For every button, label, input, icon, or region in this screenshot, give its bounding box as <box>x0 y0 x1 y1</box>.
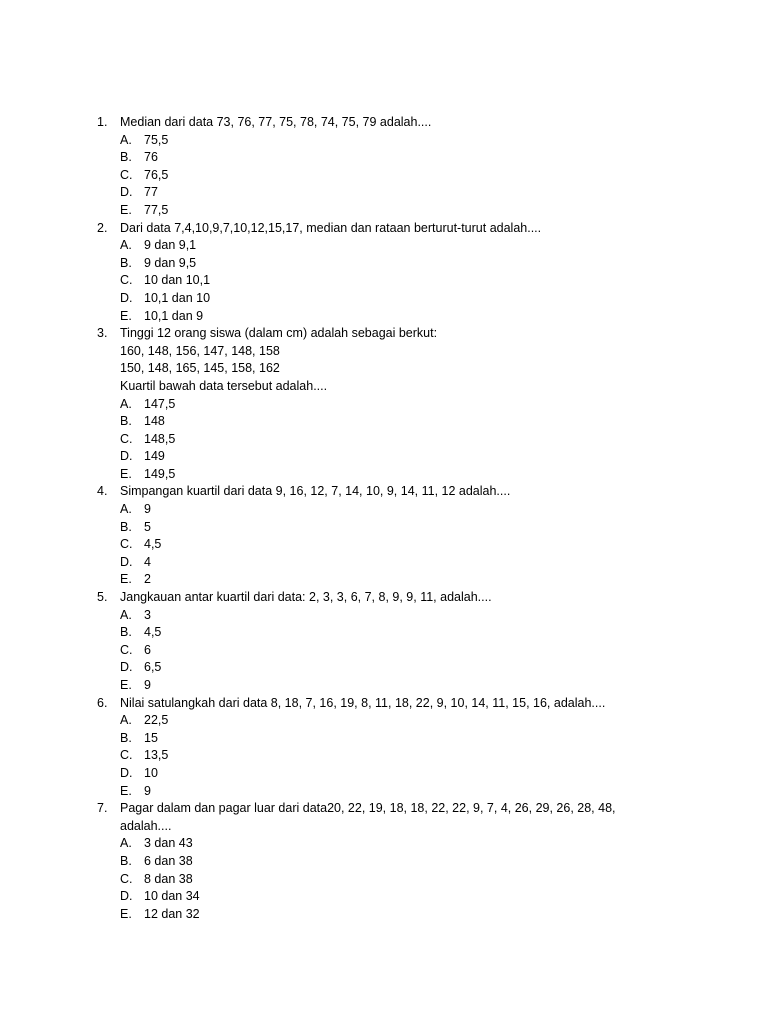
answer-option <box>97 237 657 255</box>
option-text: 10,1 dan 10 <box>144 290 211 305</box>
option-letter: A. <box>120 607 132 622</box>
answer-option <box>97 888 657 906</box>
option-text: 10,1 dan 9 <box>144 308 204 323</box>
question-continuation-line <box>97 818 657 836</box>
option-letter: C. <box>120 871 133 886</box>
answer-option <box>97 853 657 871</box>
answer-option <box>97 466 657 484</box>
option-letter: C. <box>120 537 133 552</box>
option-text: 147,5 <box>144 396 176 411</box>
option-letter: D. <box>120 660 133 675</box>
option-text: 8 dan 38 <box>144 871 193 886</box>
option-letter: D. <box>120 185 133 200</box>
option-text: 2 <box>144 572 151 587</box>
option-text: 10 <box>144 765 158 780</box>
option-letter: C. <box>120 642 133 657</box>
question-text: Median dari data 73, 76, 77, 75, 78, 74, 75, 79 adalah.... <box>120 115 432 129</box>
question-text: 160, 148, 156, 147, 148, 158 <box>120 343 280 358</box>
option-text: 149,5 <box>144 466 176 481</box>
option-letter: E. <box>120 202 132 217</box>
option-letter: A. <box>120 502 132 517</box>
option-letter: D. <box>120 554 133 569</box>
question-number: 7. <box>97 801 108 816</box>
option-text: 6,5 <box>144 660 162 675</box>
option-letter: D. <box>120 889 133 904</box>
option-text: 148 <box>144 414 165 429</box>
option-text: 9 dan 9,1 <box>144 238 197 253</box>
option-text: 76 <box>144 150 158 165</box>
answer-option <box>97 519 657 537</box>
question-text: Nilai satulangkah dari data 8, 18, 7, 16, 19, 8, 11, 18, 22, 9, 10, 14, 11, 15, 16, adalah.... <box>120 695 606 710</box>
option-letter: D. <box>120 449 133 464</box>
option-text: 76,5 <box>144 167 169 182</box>
option-letter: B. <box>120 150 132 165</box>
option-text: 12 dan 32 <box>144 906 200 921</box>
answer-option <box>97 272 657 290</box>
question-continuation-line <box>97 360 657 378</box>
answer-option <box>97 730 657 748</box>
question-text: Tinggi 12 orang siswa (dalam cm) adalah sebagai berkut: <box>120 326 438 341</box>
option-text: 9 <box>144 678 151 692</box>
option-text: 10 dan 10,1 <box>144 273 211 288</box>
question-number: 5. <box>97 590 108 605</box>
question-number: 4. <box>97 484 108 499</box>
option-text: 10 dan 34 <box>144 889 200 904</box>
question-line <box>97 325 657 343</box>
question-continuation-line <box>97 343 657 361</box>
answer-option <box>97 783 657 801</box>
option-letter: D. <box>120 290 133 305</box>
question-line <box>97 114 657 132</box>
option-letter: A. <box>120 238 132 253</box>
question-number: 2. <box>97 220 108 235</box>
option-letter: E. <box>120 783 132 798</box>
option-text: 75,5 <box>144 132 169 147</box>
answer-option <box>97 659 657 677</box>
answer-option <box>97 747 657 765</box>
answer-option <box>97 571 657 589</box>
option-letter: E. <box>120 466 132 481</box>
answer-option <box>97 255 657 273</box>
option-text: 9 dan 9,5 <box>144 255 197 270</box>
question-text: Pagar dalam dan pagar luar dari data20, 22, 19, 18, 18, 22, 22, 9, 7, 4, 26, 29, 26, 28, 48, <box>120 801 616 816</box>
answer-option <box>97 132 657 150</box>
option-text: 3 <box>144 607 151 622</box>
answer-option <box>97 624 657 642</box>
answer-option <box>97 413 657 431</box>
answer-option <box>97 448 657 466</box>
question-list <box>97 114 657 923</box>
option-letter: B. <box>120 625 132 640</box>
option-letter: C. <box>120 167 133 182</box>
option-text: 15 <box>144 730 158 745</box>
option-letter: A. <box>120 836 132 851</box>
question-text: Kuartil bawah data tersebut adalah.... <box>120 378 328 393</box>
answer-option <box>97 765 657 783</box>
option-text: 4,5 <box>144 625 162 640</box>
option-letter: B. <box>120 853 132 868</box>
question-text: 150, 148, 165, 145, 158, 162 <box>120 361 280 376</box>
question-number: 1. <box>97 115 108 129</box>
option-letter: E. <box>120 308 132 323</box>
option-letter: C. <box>120 431 133 446</box>
question-continuation-line <box>97 378 657 396</box>
option-letter: A. <box>120 132 132 147</box>
question-line <box>97 589 657 607</box>
option-text: 149 <box>144 449 165 464</box>
answer-option <box>97 642 657 660</box>
option-letter: D. <box>120 765 133 780</box>
answer-option <box>97 308 657 326</box>
answer-option <box>97 906 657 924</box>
question-text: Simpangan kuartil dari data 9, 16, 12, 7, 14, 10, 9, 14, 11, 12 adalah.... <box>120 484 511 499</box>
option-text: 4 <box>144 554 151 569</box>
answer-option <box>97 167 657 185</box>
answer-option <box>97 536 657 554</box>
option-letter: B. <box>120 519 132 534</box>
question-text: Jangkauan antar kuartil dari data: 2, 3, 3, 6, 7, 8, 9, 9, 11, adalah.... <box>120 590 492 605</box>
question-text: Dari data 7,4,10,9,7,10,12,15,17, median dan rataan berturut-turut adalah.... <box>120 220 542 235</box>
option-text: 22,5 <box>144 713 169 728</box>
option-letter: B. <box>120 730 132 745</box>
option-letter: A. <box>120 713 132 728</box>
question-line <box>97 800 657 818</box>
question-line <box>97 695 657 713</box>
question-line <box>97 220 657 238</box>
question-number: 6. <box>97 695 108 710</box>
answer-option <box>97 835 657 853</box>
option-letter: E. <box>120 678 132 692</box>
question-line <box>97 483 657 501</box>
question-number: 3. <box>97 326 108 341</box>
option-text: 77,5 <box>144 202 169 217</box>
option-letter: E. <box>120 906 132 921</box>
answer-option <box>97 607 657 625</box>
answer-option <box>97 501 657 519</box>
option-letter: A. <box>120 396 132 411</box>
answer-option <box>97 677 657 695</box>
answer-option <box>97 554 657 572</box>
option-text: 6 dan 38 <box>144 853 193 868</box>
answer-option <box>97 184 657 202</box>
option-text: 5 <box>144 519 151 534</box>
option-text: 6 <box>144 642 151 657</box>
answer-option <box>97 149 657 167</box>
option-text: 3 dan 43 <box>144 836 193 851</box>
answer-option <box>97 202 657 220</box>
answer-option <box>97 712 657 730</box>
option-text: 9 <box>144 783 151 798</box>
question-text: adalah.... <box>120 818 172 833</box>
option-letter: C. <box>120 273 133 288</box>
option-text: 77 <box>144 185 158 200</box>
option-letter: E. <box>120 572 132 587</box>
option-letter: B. <box>120 414 132 429</box>
option-text: 4,5 <box>144 537 162 552</box>
answer-option <box>97 290 657 308</box>
option-text: 9 <box>144 502 151 517</box>
answer-option <box>97 396 657 414</box>
option-letter: B. <box>120 255 132 270</box>
option-text: 13,5 <box>144 748 169 763</box>
answer-option <box>97 431 657 449</box>
option-letter: C. <box>120 748 133 763</box>
answer-option <box>97 871 657 889</box>
option-text: 148,5 <box>144 431 176 446</box>
